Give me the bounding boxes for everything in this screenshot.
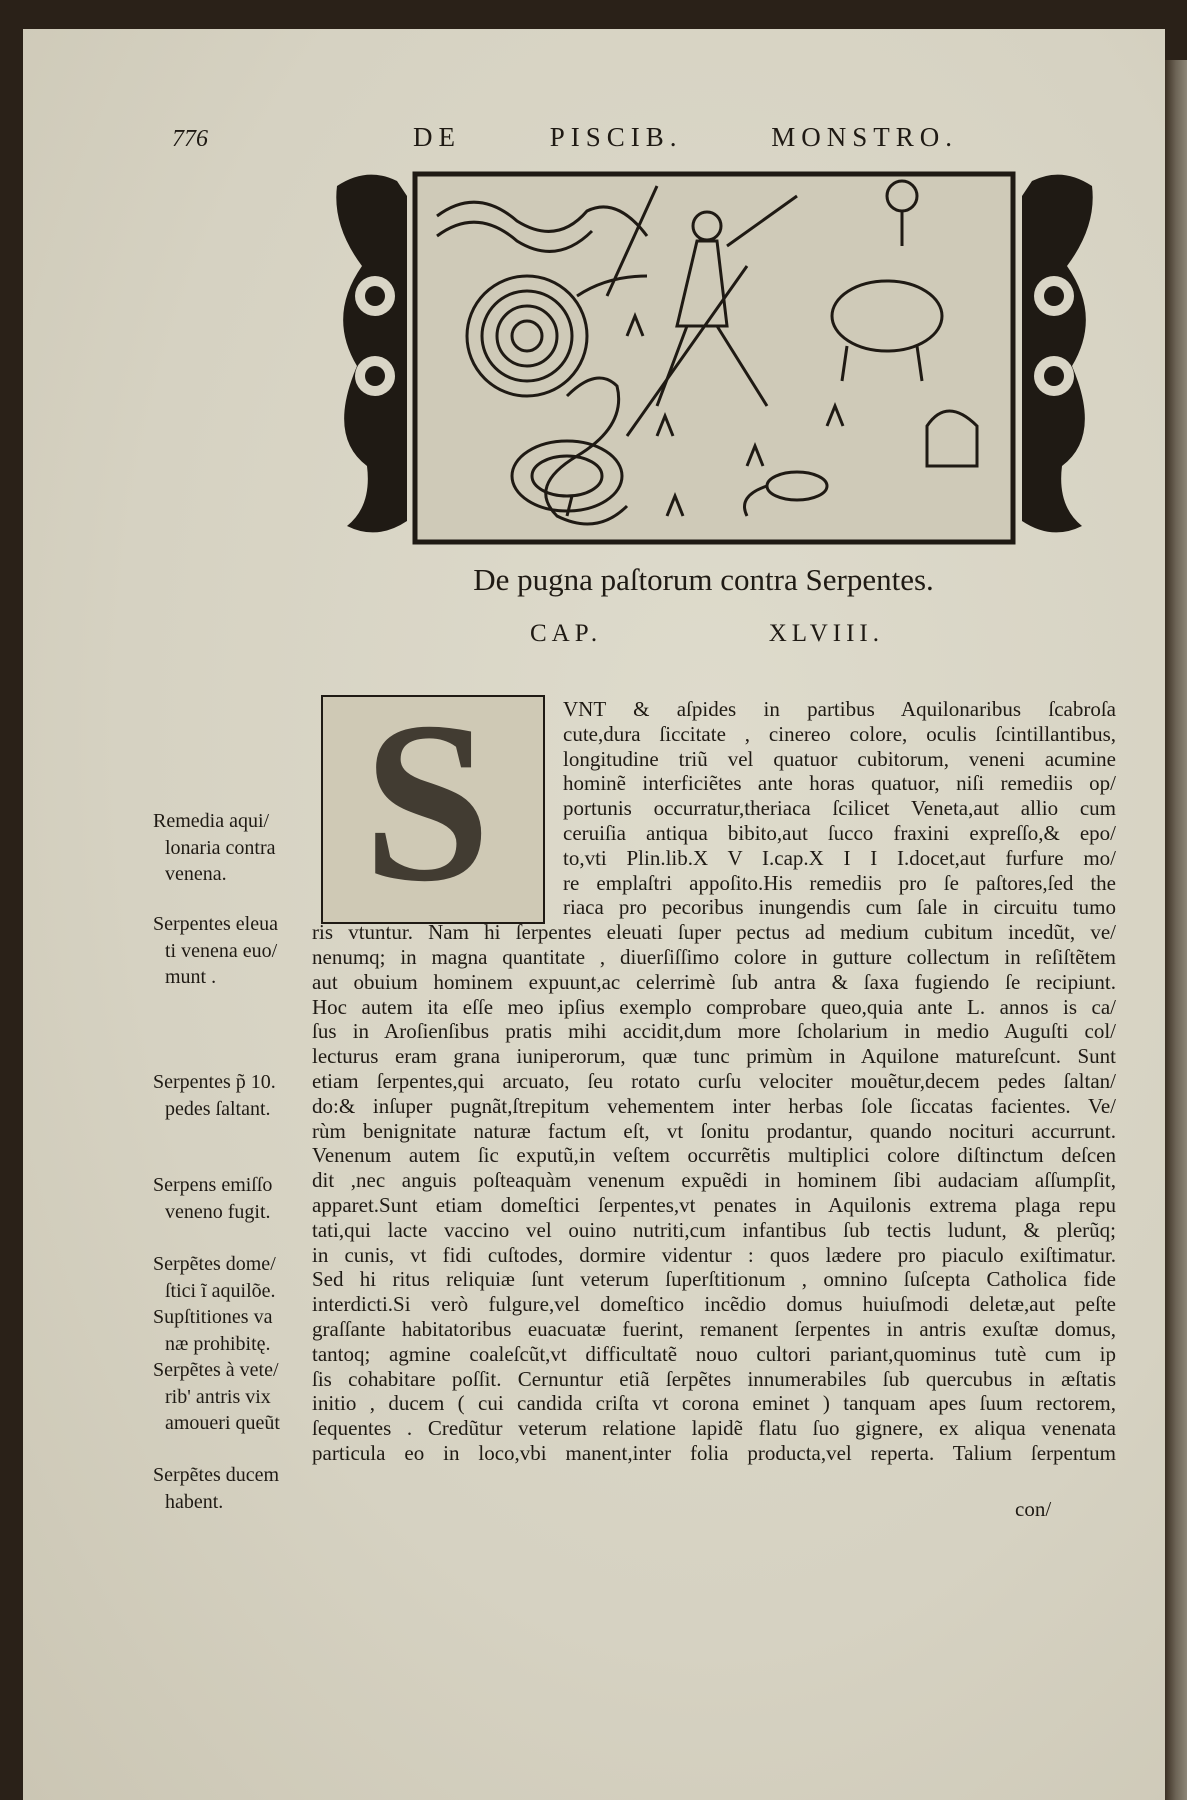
text-line: ſus in Aroſienſibus pratis mihi accidit,dum more ſcholarium in medio Auguſti col/	[312, 1019, 1116, 1044]
text-line: re emplaſtri appoſito.His remediis pro ſe paſtores,ſed the	[563, 870, 1116, 895]
text-line: tati,qui lacte vaccino vel ouino nutriti,cum infantibus ſub tectis ludunt, & plerũq;	[312, 1217, 1116, 1242]
marginal-note-line: ti venena euo/	[165, 939, 278, 962]
marginal-note-line: Serpens emiſſo	[153, 1174, 273, 1196]
marginal-note-line: Serpẽtes dome/	[153, 1253, 276, 1275]
woodcut-illustration	[327, 166, 1102, 546]
text-line: apparet.Sunt etiam domeſtici ſerpentes,vt penates in Aquilonis extrema plaga repu	[312, 1193, 1116, 1217]
running-title: DE PISCIB. MONSTRO.	[413, 122, 958, 152]
adjacent-page-edge	[1165, 60, 1187, 1800]
marginal-note-line: munt .	[165, 966, 217, 988]
text-line: riaca pro pecoribus inungendis cum ſale in circuitu tumo	[563, 895, 1116, 920]
marginal-note-line: Supſtitiones va	[153, 1306, 273, 1328]
marginal-note-line: habent.	[165, 1490, 224, 1513]
text-line: Venenum autem ſic exputũ,in veſtem occurrẽtis multiplici colore diſtinctum deſcen	[312, 1143, 1116, 1168]
text-line: etiam ſerpentes,qui arcuato, ſeu rotato curſu velociter mouẽtur,decem pedes ſaltan/	[312, 1069, 1116, 1093]
chapter-heading: CAP. XLVIII.	[530, 620, 884, 647]
text-line: ceruiſia antiqua bibito,aut ſucco fraxini expreſſo,& epo/	[563, 821, 1116, 845]
text-line: lecturus eram grana iuniperorum, quæ tunc primùm in Aquilone matureſcunt. Sunt	[312, 1044, 1116, 1069]
text-line: rùm benignitate naturæ factum eſt, vt ſonitu prodantur, quando nocituri accurrunt.	[312, 1118, 1116, 1143]
page-number: 776	[172, 126, 208, 152]
marginal-note-line: rib' antris vix	[165, 1385, 271, 1408]
text-line: cute,dura ſiccitate , cinereo colore, oculis ſcintillantibus,	[563, 721, 1116, 746]
text-line: nenumq; in magna quantitate , diuerſiſſimo colore in gutture collectum in reſiſtẽtem	[312, 945, 1116, 969]
text-line: tantoq; agmine coaleſcũt,vt difficultatẽ nouo cultori pariant,quominus tutè cum ip	[312, 1341, 1116, 1366]
marginal-note-line: Serpẽtes ducem	[153, 1464, 280, 1486]
marginal-note-line: næ prohibitę.	[165, 1332, 271, 1355]
marginal-note-line: Serpentes p̃ 10.	[153, 1071, 276, 1093]
text-line: aut obuium hominem expuunt,ac celerrimè ſub antra & ſaxa fugiendo ſe recipiunt.	[312, 969, 1116, 994]
text-line: do:& inſuper pugnãt,ſtrepitum vehementem inter herbas ſole ſiccatas facientes. Ve/	[312, 1093, 1116, 1118]
text-line: particula eo in loco,vbi manent,inter folia producta,vel reperta. Talium ſerpentum	[312, 1441, 1116, 1465]
text-line: ris vtuntur. Nam hi ſerpentes eleuati ſuper pectus ad medium cubitum incedũt, ve/	[312, 920, 1116, 945]
text-line: hominẽ interficiẽtes ante horas quatuor, niſi remediis op/	[563, 771, 1116, 796]
text-line: in cunis, vt fidi cuſtodes, dormire videntur : quos lædere pro piaculo exiſtimatur.	[312, 1242, 1116, 1267]
marginal-note-line: venena.	[165, 863, 227, 885]
text-line: Sed hi ritus reliquiæ ſunt veterum ſuperſtitionum , omnino ſuſcepta Catholica fide	[312, 1267, 1116, 1292]
text-line: to,vti Plin.lib.X V I.cap.X I I I.docet,aut furfure mo/	[563, 845, 1116, 870]
catchword: con/	[1015, 1497, 1052, 1521]
marginal-note-line: lonaria contra	[165, 836, 276, 859]
text-line: dit ,nec anguis poſteaquàm venenum expuẽdi in hominem ſibi audaciam aſſumpſit,	[312, 1168, 1116, 1193]
figure-caption: De pugna paſtorum contra Serpentes.	[473, 562, 934, 597]
marginal-note-line: Serpentes eleua	[153, 913, 278, 935]
ornamental-border-right	[1022, 175, 1093, 533]
text-line: interdicti.Si verò fulgure,vel domeſtico incẽdio domus huiuſmodi deletæ,aut peſte	[312, 1292, 1116, 1317]
text-line: portunis occurratur,theriaca ſcilicet Veneta,aut allio cum	[563, 796, 1116, 821]
marginal-note-line: veneno fugit.	[165, 1200, 271, 1223]
initial-letter: S	[363, 695, 491, 924]
text-line: graſſante habitatoribus euacuatæ fuerint, remanent ſerpentes in antris exuſtæ domus,	[312, 1317, 1116, 1341]
marginal-note-line: amoueri queũt	[165, 1412, 280, 1434]
text-line: longitudine triũ vel quatuor cubitorum, veneni acumine	[563, 746, 1116, 771]
marginal-note-line: pedes ſaltant.	[165, 1097, 271, 1120]
text-line: VNT & aſpides in partibus Aquilonaribus ſcabroſa	[563, 697, 1116, 721]
text-line: ſequentes . Credũtur veterum relatione lapidẽ flatu ſuo gignere, ex aliqua venenata	[312, 1416, 1116, 1441]
text-line: initio , ducem ( cui candida criſta vt corona eminet ) tanquam apes ſuum rectorem,	[312, 1391, 1116, 1416]
text-line: Hoc autem ita eſſe meo ipſius exemplo comprobare queo,quia ante L. annos is ca/	[312, 994, 1116, 1019]
marginal-note-line: ſtici ĩ aquilõe.	[165, 1279, 276, 1302]
ornamental-border-left	[336, 175, 407, 533]
marginal-note-line: Remedia aqui/	[153, 810, 270, 832]
decorated-initial	[321, 695, 545, 924]
text-line: ſis cohabitare poſſit. Cernuntur etiã ſerpẽtes innumerabiles ſub quercubus in æſtatis	[312, 1366, 1116, 1391]
marginal-note-line: Serpẽtes à vete/	[153, 1359, 279, 1381]
